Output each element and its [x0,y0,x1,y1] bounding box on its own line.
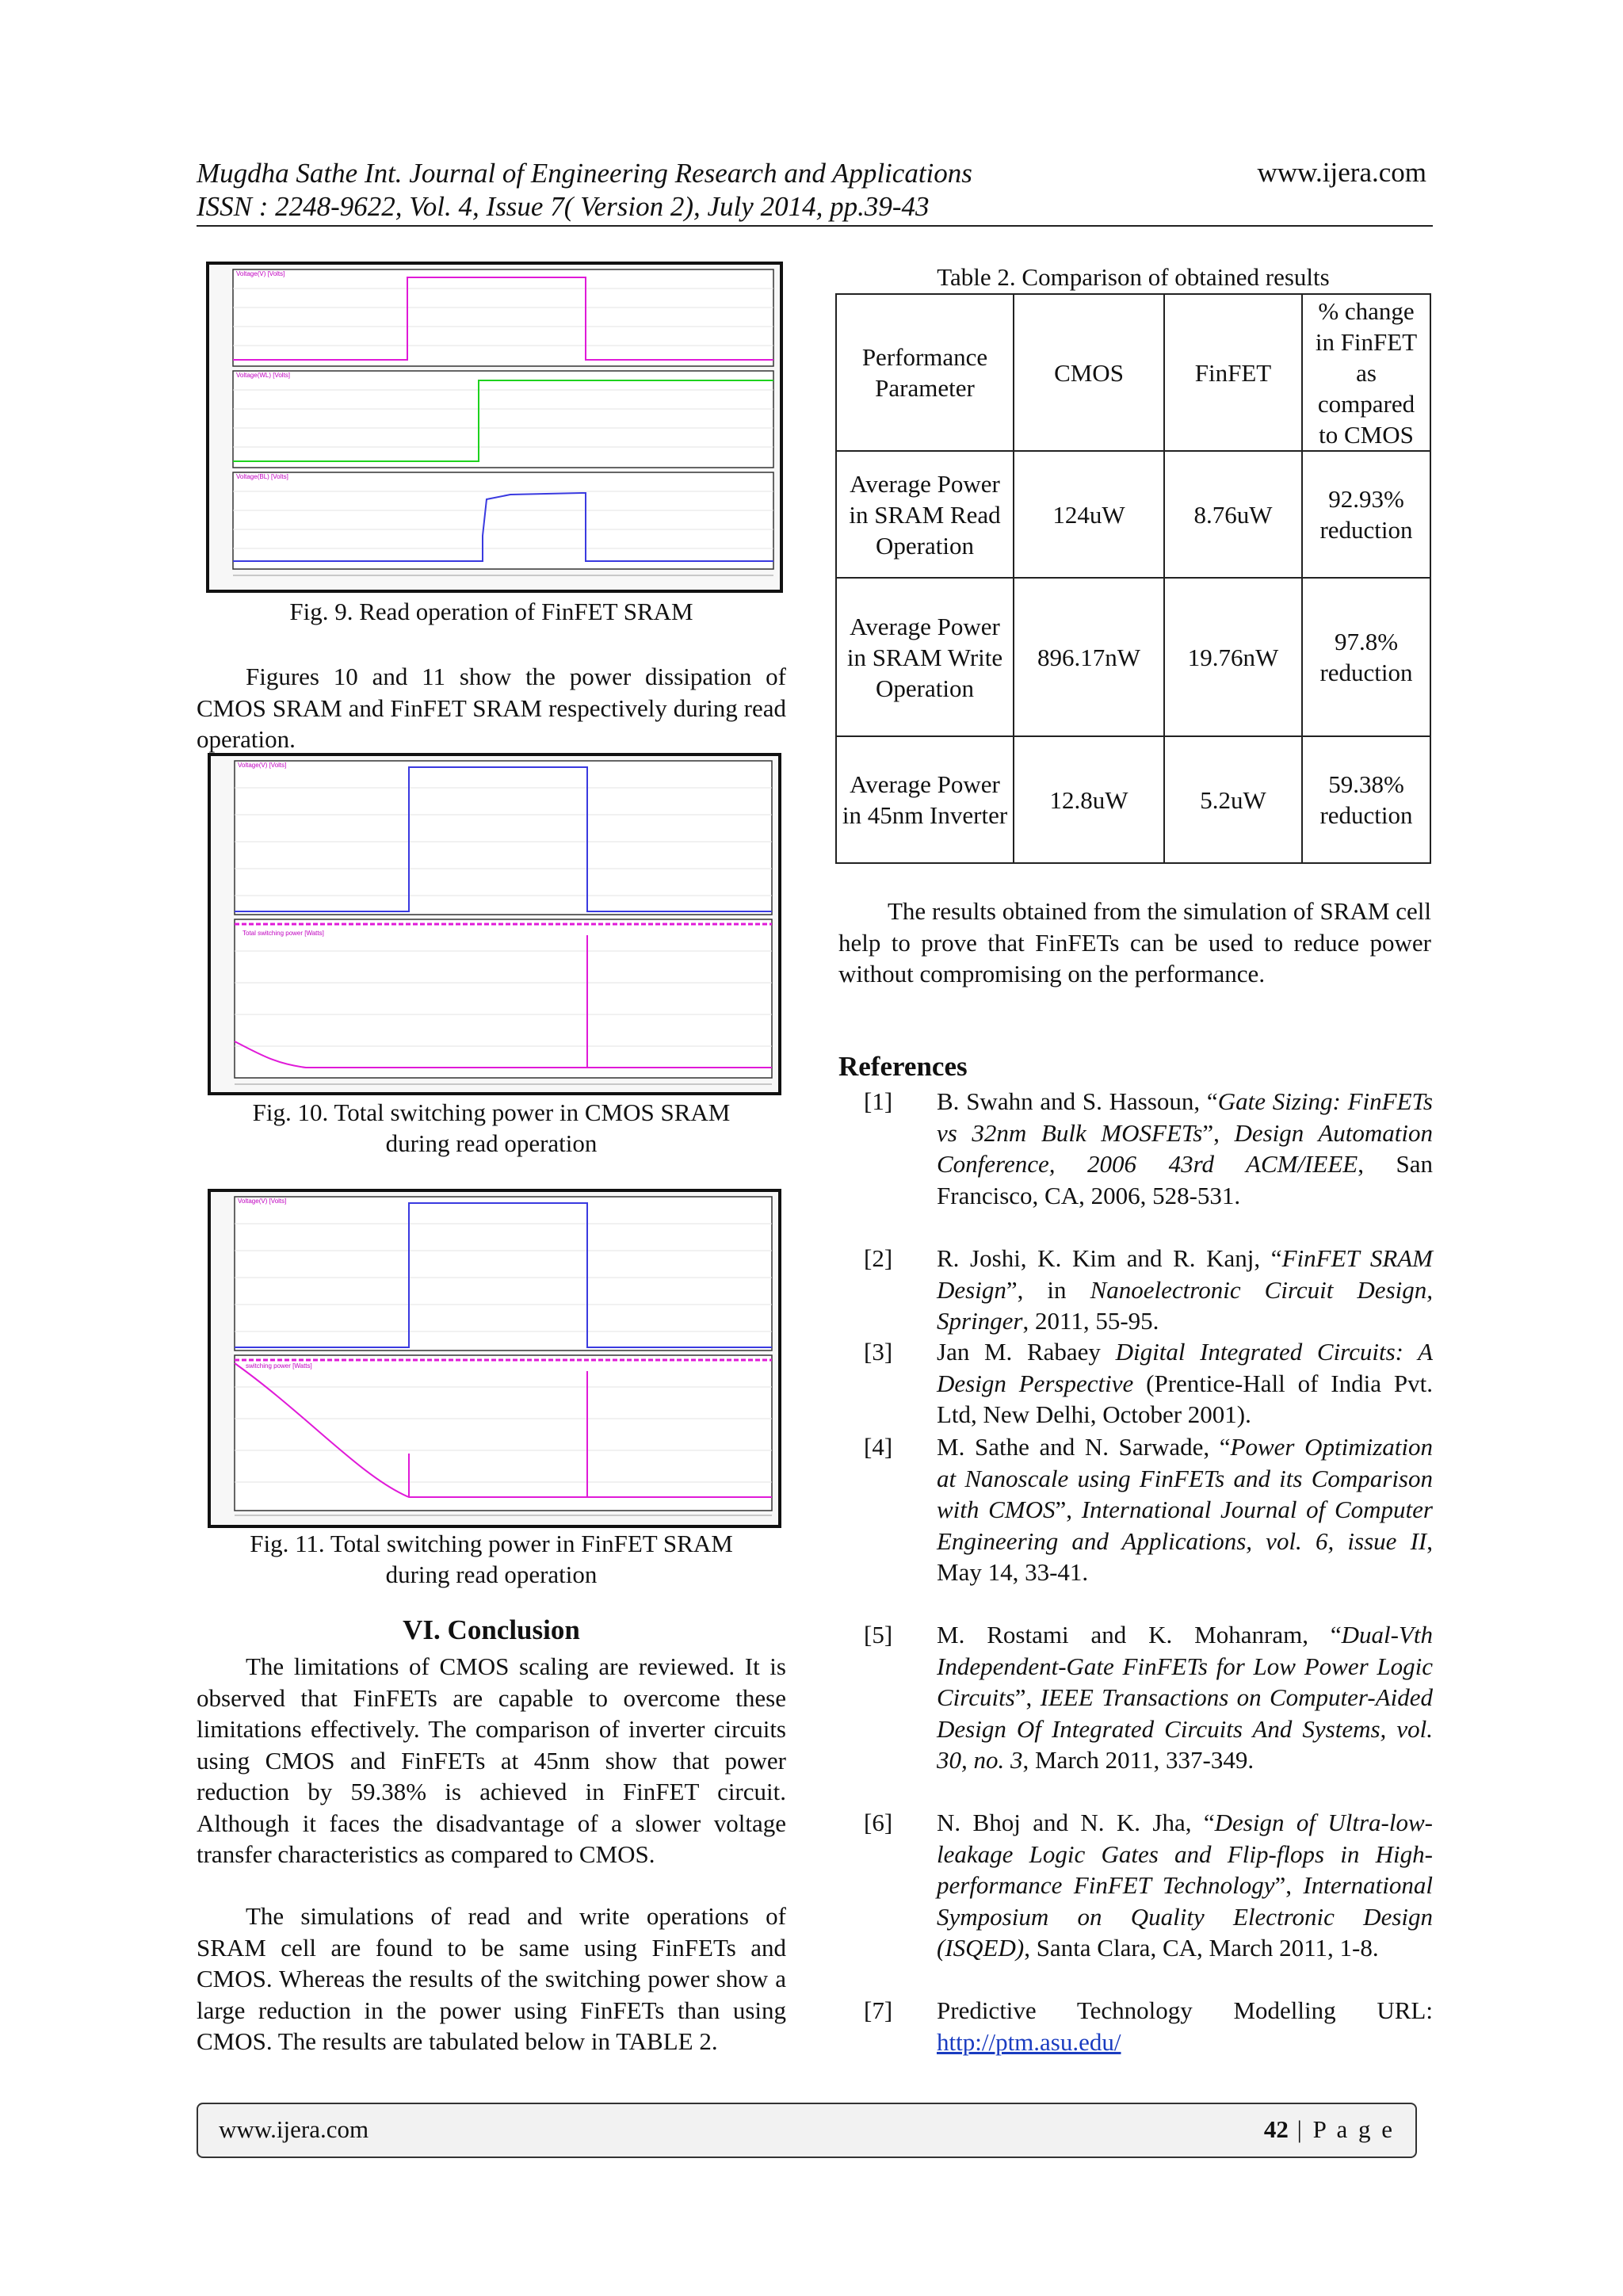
table2-caption: Table 2. Comparison of obtained results [937,263,1330,291]
fig10-caption-line1: Fig. 10. Total switching power in CMOS SRAM [252,1098,731,1126]
reference-3: [3] Jan M. Rabaey Digital Integrated Circuits: A Design Perspective (Prentice-Hall of India Pvt. Ltd, New Delhi, October 2001). [864,1338,1434,1428]
reference-6: [6] N. Bhoj and N. K. Jha, “Design of Ultra-low-leakage Logic Gates and Flip-flops in High-performance FinFET Technology”, International Symposium on Quality Electronic Design (ISQED), Santa Clara, CA, March 2011, 1-8. [864,1809,1433,1962]
fig11-image [208,1189,781,1528]
table-row [836,578,1430,736]
reference-2: [2] R. Joshi, K. Kim and R. Kanj, “FinFET SRAM Design”, in Nanoelectronic Circuit Design, Springer, 2011, 55-95. [864,1244,1434,1335]
page-footer [197,2103,1417,2158]
reference-number: [2] [864,1244,893,1272]
table-cell: 5.2uW [1164,736,1302,863]
reference-4: [4] M. Sathe and N. Sarwade, “Power Optimization at Nanoscale using FinFETs and its Comparison with CMOS”, International Journal of Computer Engineering and Applications, vol. 6, issue II, May 14, 33-41. [864,1433,1433,1586]
table-cell: 8.76uW [1164,451,1302,578]
fig9-caption: Fig. 9. Read operation of FinFET SRAM [289,598,693,625]
table-cell: Average Power in SRAM Read Operation [836,451,1014,578]
references-heading: References [838,1051,968,1082]
fig10-image [208,753,781,1095]
table-cell: 92.93% reduction [1302,451,1430,578]
table-cell: Average Power in 45nm Inverter [836,736,1014,863]
conclusion-paragraph-1: The limitations of CMOS scaling are reviewed. It is observed that FinFETs are capable to overcome these limitations effectively. The comparison of inverter circuits using CMOS and FinFETs at 45nm show that power reduction by 59.38% is achieved in FinFET circuit. Although it faces the disadvantage of a slower voltage transfer characteristics as compared to CMOS. [197,1652,786,1868]
reference-number: [3] [864,1338,893,1366]
ptm-url-link[interactable]: http://ptm.asu.edu/ [937,2027,1121,2056]
reference-5: [5] M. Rostami and K. Mohanram, “Dual-Vth Independent-Gate FinFETs for Low Power Logic Circuits”, IEEE Transactions on Computer-Aided Design Of Integrated Circuits And Systems, vol. 30, no. 3, March 2011, 337-349. [864,1621,1433,1774]
header-website: www.ijera.com [1257,157,1426,188]
table-cell: 19.76nW [1164,578,1302,736]
header-rule [197,225,1433,227]
issn-line: ISSN : 2248-9622, Vol. 4, Issue 7( Version 2), July 2014, pp.39-43 [197,191,930,222]
table-row [836,736,1430,863]
fig10-panel1-label: Voltage(V) [Volts] [238,762,287,769]
fig11-panel1-label: Voltage(V) [Volts] [238,1198,287,1205]
fig9-panel1-label: Voltage(V) [Volts] [236,270,285,277]
table-header-row [836,294,1430,451]
fig9-panel2-label: Voltage(WL) [Volts] [236,372,291,379]
fig10-caption-line2: during read operation [385,1129,598,1157]
table-cell: 97.8% reduction [1302,578,1430,736]
comparison-table [835,293,1431,864]
table-cell: Average Power in SRAM Write Operation [836,578,1014,736]
fig9-panel3-label: Voltage(BL) [Volts] [236,473,288,480]
reference-number: [4] [864,1433,893,1461]
footer-page-number: 42 | P a g e [1263,2115,1395,2143]
header-cell: FinFET [1164,294,1302,451]
conclusion-heading: VI. Conclusion [403,1614,580,1645]
table-cell: 59.38% reduction [1302,736,1430,863]
reference-7: [7] Predictive Technology Modelling URL: http://ptm.asu.edu/ [864,1996,1433,2056]
fig9-image [206,262,783,593]
reference-number: [1] [864,1087,893,1115]
journal-header-line: Mugdha Sathe Int. Journal of Engineering Research and Applications [197,158,972,189]
table-row [836,451,1430,578]
reference-number: [7] [864,1996,893,2024]
results-paragraph: The results obtained from the simulation of SRAM cell help to prove that FinFETs can be used to reduce power without compromising on the performance. [838,897,1431,988]
fig11-panel2-label: switching power [Watts] [246,1362,312,1370]
table-cell: 124uW [1014,451,1164,578]
footer-website: www.ijera.com [219,2115,369,2143]
fig10-panel2-label: Total switching power [Watts] [242,930,324,937]
table-cell: 896.17nW [1014,578,1164,736]
header-cell: % change in FinFET as compared to CMOS [1302,294,1430,451]
fig11-caption-line1: Fig. 11. Total switching power in FinFET SRAM [250,1530,733,1557]
header-cell: CMOS [1014,294,1164,451]
reference-number: [6] [864,1809,893,1836]
reference-1: [1] B. Swahn and S. Hassoun, “Gate Sizing: FinFETs vs 32nm Bulk MOSFETs”, Design Automation Conference, 2006 43rd ACM/IEEE, San Francisco, CA, 2006, 528-531. [864,1087,1434,1209]
reference-number: [5] [864,1621,893,1648]
table-cell: 12.8uW [1014,736,1164,863]
intro-paragraph: Figures 10 and 11 show the power dissipation of CMOS SRAM and FinFET SRAM respectively during read operation. [197,663,786,753]
conclusion-paragraph-2: The simulations of read and write operations of SRAM cell are found to be same using FinFETs and CMOS. Whereas the results of the switching power show a large reduction in the power using FinFETs than using CMOS. The results are tabulated below in TABLE 2. [197,1902,786,2055]
header-cell: Performance Parameter [836,294,1014,451]
fig11-caption-line2: during read operation [385,1561,598,1588]
